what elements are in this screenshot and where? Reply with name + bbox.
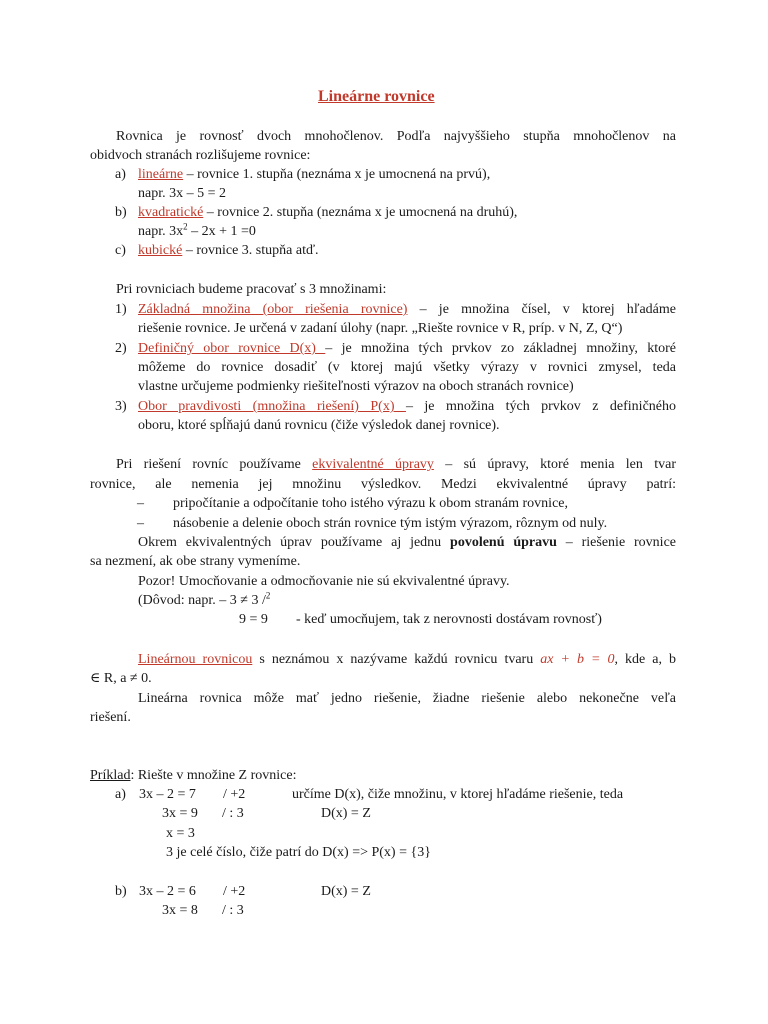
example-a-eq2: 3x = 9 [162, 806, 198, 821]
example-a-eq1: 3x – 2 = 7 [139, 787, 196, 802]
term-cubic: kubické [138, 243, 183, 258]
term-linear: lineárne [138, 167, 184, 182]
example-heading: Príklad: Riešte v množine Z rovnice: [90, 768, 297, 783]
list-marker-b: b) [115, 205, 127, 220]
example-a-conclusion: 3 je celé číslo, čiže patrí do D(x) => P(x) = {3} [166, 845, 431, 860]
warning: Pozor! Umocňovanie a odmocňovanie nie sú ekvivalentné úpravy. [138, 574, 510, 589]
list-marker-c: c) [115, 243, 126, 258]
term-equivalent: ekvivalentné úpravy [312, 457, 434, 472]
type-cubic: kubické – rovnice 3. stupňa atď. [138, 243, 319, 258]
example-b-op2: / : 3 [222, 903, 244, 918]
reason-result: 9 = 9 [239, 612, 268, 627]
linear-sol-line-2: riešení. [90, 710, 131, 725]
term-base-set: Základná množina (obor riešenia rovnice) [138, 302, 408, 317]
example-a-marker: a) [115, 787, 126, 802]
bullet-item-1: pripočítanie a odpočítanie toho istého výrazu k obom stranám rovnice, [173, 496, 568, 511]
allowed-line-1: Okrem ekvivalentných úprav používame aj jednu povolenú úpravu – riešenie rovnice [138, 535, 676, 550]
set-3-line-1: Obor pravdivosti (množina riešení) P(x) – je množina tých prvkov z definičného [138, 399, 676, 414]
set-2-line-2: môžeme do rovnice dosadiť (v ktorej majú všetky výrazy v rovnici zmysel, teda [138, 360, 676, 375]
linear-def-line-1: Lineárnou rovnicou s neznámou x nazývame každú rovnicu tvaru ax + b = 0, kde a, b [138, 652, 676, 667]
bullet-dash: – [137, 516, 144, 531]
example-b-eq1: 3x – 2 = 6 [139, 884, 196, 899]
equiv-line-1: Pri riešení rovníc používame ekvivalentné úpravy – sú úpravy, ktoré menia len tvar [116, 457, 676, 472]
set-3-line-2: oboru, ktoré spĺňajú danú rovnicu (čiže výsledok danej rovnice). [138, 418, 500, 433]
example-a-note1: určíme D(x), čiže množinu, v ktorej hľadáme riešenie, teda [292, 787, 624, 802]
example-a-op2: / : 3 [222, 806, 244, 821]
set-1-line-1: Základná množina (obor riešenia rovnice) – je množina čísel, v ktorej hľadáme [138, 302, 676, 317]
linear-def-line-2: ∈ R, a ≠ 0. [90, 671, 152, 686]
set-marker-3: 3) [115, 399, 127, 414]
linear-sol-line-1: Lineárna rovnica môže mať jedno riešenie, žiadne riešenie alebo nekonečne veľa [138, 691, 676, 706]
term-quadratic: kvadratické [138, 205, 204, 220]
bullet-item-2: násobenie a delenie oboch strán rovnice tým istým výrazom, rôznym od nuly. [173, 516, 608, 531]
reason-note: - keď umocňujem, tak z nerovnosti dostávam rovnosť) [296, 612, 602, 627]
type-linear: lineárne – rovnice 1. stupňa (neznáma x je umocnená na prvú), [138, 167, 491, 182]
example-b-marker: b) [115, 884, 127, 899]
equiv-line-2: rovnice, ale nemenia jej množinu výsledkov. Medzi ekvivalentné úpravy patrí: [90, 477, 676, 492]
example-a-eq3: x = 3 [166, 826, 195, 841]
set-marker-2: 2) [115, 341, 127, 356]
sets-intro: Pri rovniciach budeme pracovať s 3 množinami: [116, 282, 387, 297]
example-b-op1: / +2 [223, 884, 246, 899]
type-quadratic: kvadratické – rovnice 2. stupňa (neznáma x je umocnená na druhú), [138, 205, 518, 220]
example-a-domain: D(x) = Z [321, 806, 371, 821]
set-2-line-1: Definičný obor rovnice D(x) – je množina tých prvkov zo základnej množiny, ktoré [138, 341, 676, 356]
list-marker-a: a) [115, 167, 126, 182]
reason: (Dôvod: napr. – 3 ≠ 3 /$^2$ [138, 590, 271, 608]
set-marker-1: 1) [115, 302, 127, 317]
term-linear-equation: Lineárnou rovnicou [138, 652, 253, 667]
example-a-op1: / +2 [223, 787, 246, 802]
example-b-domain: D(x) = Z [321, 884, 371, 899]
term-domain: Definičný obor rovnice D(x) [138, 341, 326, 356]
intro-line-2: obidvoch stranách rozlišujeme rovnice: [90, 148, 311, 163]
set-1-line-2: riešenie rovnice. Je určená v zadaní úlohy (napr. „Riešte rovnice v R, príp. v N, Z, Q“) [138, 321, 623, 336]
intro-line-1: Rovnica je rovnosť dvoch mnohočlenov. Podľa najvyššieho stupňa mnohočlenov na [116, 129, 676, 144]
bullet-dash: – [137, 496, 144, 511]
page-title: Lineárne rovnice [318, 88, 435, 105]
example-b-eq2: 3x = 8 [162, 903, 198, 918]
type-quadratic-example: napr. $3x^2 - 2x + 1 =0$ [138, 221, 256, 239]
term-truth-set: Obor pravdivosti (množina riešení) P(x) [138, 399, 406, 414]
type-linear-example: napr. 3x – 5 = 2 [138, 186, 226, 201]
set-2-line-3: vlastne určujeme podmienky riešiteľnosti výrazov na oboch stranách rovnice) [138, 379, 574, 394]
allowed-line-2: sa nezmení, ak obe strany vymeníme. [90, 554, 301, 569]
formula: ax + b = 0 [540, 652, 615, 667]
